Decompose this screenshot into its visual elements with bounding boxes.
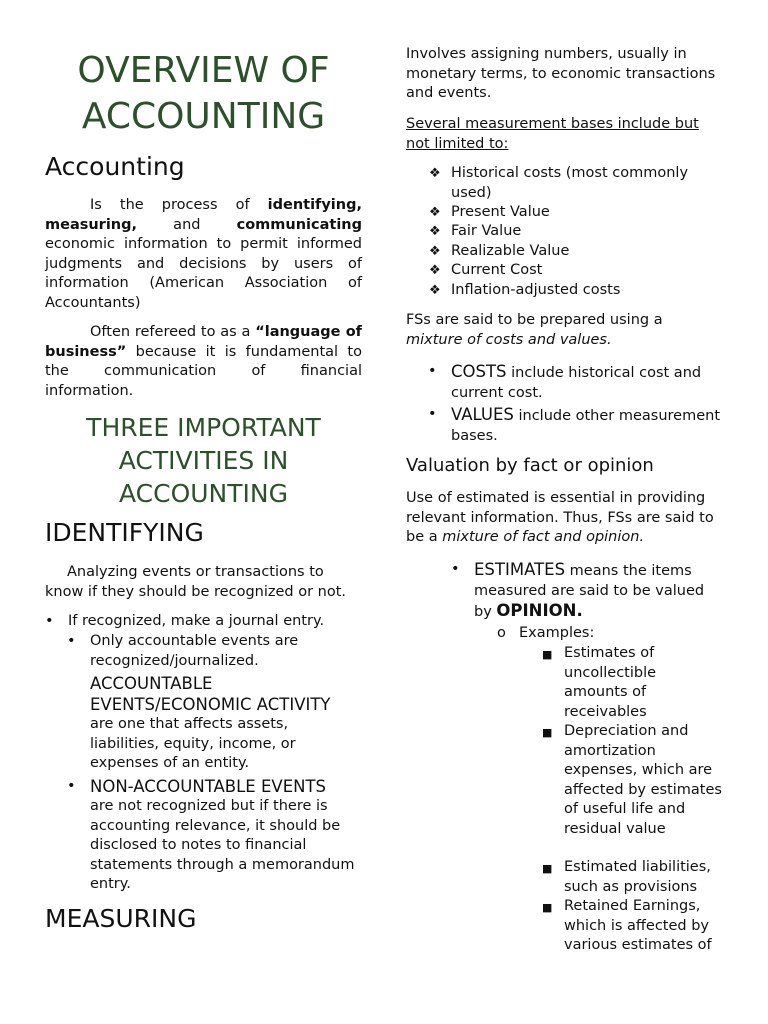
non-accountable-events-label: NON-ACCOUNTABLE EVENTS <box>90 777 327 796</box>
basis-item: Inflation-adjusted costs <box>451 282 621 298</box>
bullet-dot: • <box>428 406 437 422</box>
basis-item: Realizable Value <box>451 243 570 259</box>
square-bullet-icon: ■ <box>542 862 553 875</box>
square-bullet-icon: ■ <box>542 726 553 739</box>
values-bullet: VALUES include other measurement bases. <box>451 405 721 444</box>
estimates-bullet: ESTIMATES means the items measured are said to be valued by OPINION. <box>474 560 705 621</box>
basis-item: Present Value <box>451 204 550 220</box>
basis-item: Historical costs (most commonly used) <box>451 165 689 201</box>
diamond-bullet-icon: ❖ <box>429 283 441 298</box>
sub-bullet-dot: • <box>67 778 76 794</box>
square-bullet-icon: ■ <box>542 648 553 661</box>
diamond-bullet-icon: ❖ <box>429 224 441 239</box>
bullet-dot: • <box>428 363 437 379</box>
non-accountable-events-text: are not recognized but if there is accounting relevance, it should be disclosed to notes to financial statements through a memorandum entry. <box>90 798 355 893</box>
diamond-bullet-icon: ❖ <box>429 166 441 181</box>
sub-bullet-non-accountable-events <box>90 776 358 895</box>
accounting-definition: Is the process of identifying, measuring, and communicating economic information to permit informed judgments and decisions by users of information (American Association of Accountants) <box>45 197 362 311</box>
fs-mixture-paragraph: FSs are said to be prepared using a mixture of costs and values. <box>406 312 663 348</box>
examples-label: Examples: <box>519 625 595 641</box>
identifying-heading: IDENTIFYING <box>45 518 204 547</box>
basis-item: Fair Value <box>451 223 522 239</box>
bullet-journal-entry: If recognized, make a journal entry. <box>68 613 325 629</box>
sub-bullet-dot: • <box>67 633 76 649</box>
diamond-bullet-icon: ❖ <box>429 205 441 220</box>
example-item: Depreciation and amortization expenses, which are affected by estimates of useful life and residual value <box>564 723 722 837</box>
diamond-bullet-icon: ❖ <box>429 244 441 259</box>
example-item: Estimates of uncollectible amounts of receivables <box>564 645 657 720</box>
sub-bullet-accountable-events: Only accountable events are recognized/journalized. ACCOUNTABLE EVENTS/ECONOMIC ACTIVITY are one that affects assets, liabilities, equity, income, or expenses of an entity. <box>90 632 355 774</box>
square-bullet-icon: ■ <box>542 901 553 914</box>
valuation-heading: Valuation by fact or opinion <box>406 455 654 476</box>
measuring-intro: Involves assigning numbers, usually in monetary terms, to economic transactions and events. <box>406 46 716 102</box>
circle-bullet-icon: o <box>497 625 506 641</box>
identifying-paragraph: Analyzing events or transactions to know if they should be recognized or not. <box>45 564 347 600</box>
accountable-events-text: are one that affects assets, liabilities, equity, income, or expenses of an entity. <box>90 716 296 772</box>
accounting-heading: Accounting <box>45 152 185 181</box>
bullet-dot: • <box>45 613 54 629</box>
costs-bullet: COSTS include historical cost and current cost. <box>451 362 702 401</box>
measuring-heading: MEASURING <box>45 904 197 933</box>
three-activities-heading: THREE IMPORTANT ACTIVITIES IN ACCOUNTING <box>86 413 321 508</box>
measurement-bases-heading: Several measurement bases include but not limited to: <box>406 116 699 152</box>
example-item: Estimated liabilities, such as provisions <box>564 859 711 895</box>
example-item: Retained Earnings, which is affected by various estimates of <box>564 898 712 954</box>
page-title: OVERVIEW OF ACCOUNTING <box>77 50 330 137</box>
estimates-paragraph: Use of estimated is essential in providing relevant information. Thus, FSs are said to be a mixture of fact and opinion. <box>406 490 714 546</box>
accountable-events-label: ACCOUNTABLE EVENTS/ECONOMIC ACTIVITY <box>90 674 331 715</box>
basis-item: Current Cost <box>451 262 543 278</box>
bullet-dot: • <box>451 561 460 577</box>
diamond-bullet-icon: ❖ <box>429 263 441 278</box>
language-of-business-paragraph: Often refereed to as a “language of business” because it is fundamental to the communication of financial information. <box>45 324 362 399</box>
